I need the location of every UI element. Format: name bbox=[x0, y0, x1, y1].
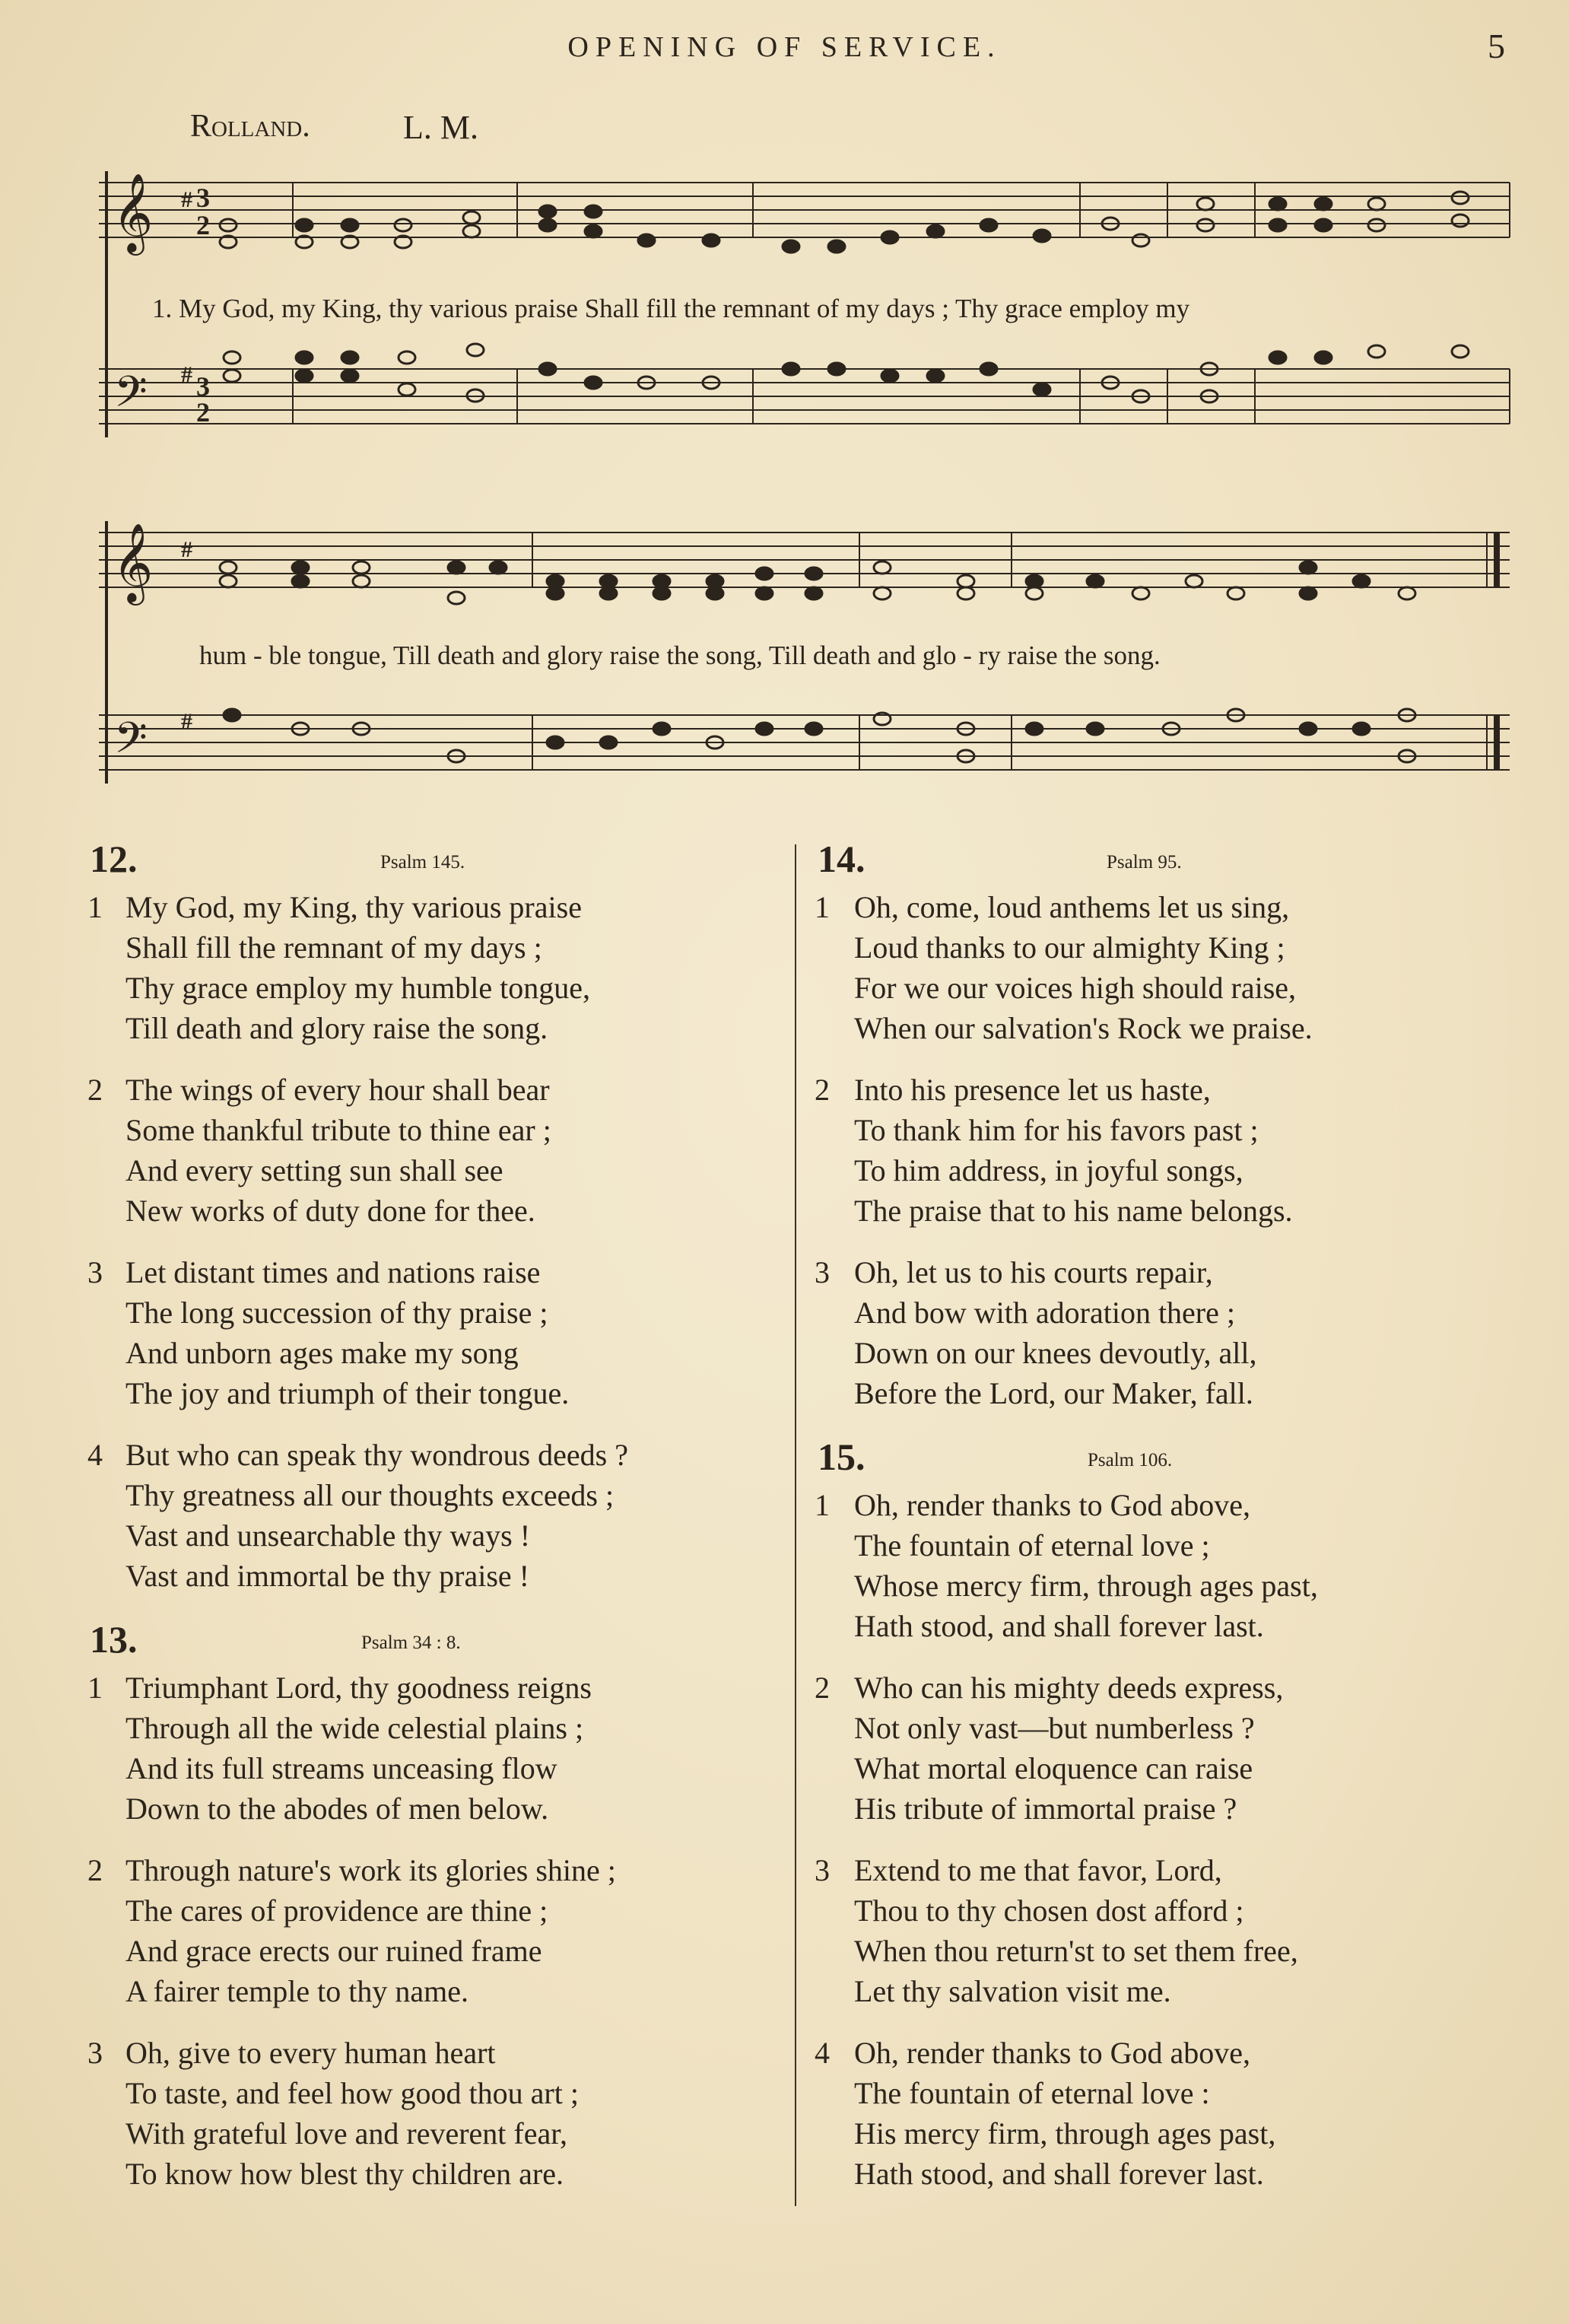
psalm-reference: Psalm 34 : 8. bbox=[361, 1633, 461, 1653]
stanza: 1 Oh, come, loud anthems let us sing, Loud thanks to our almighty King ; For we our voices high should raise, When our salvation's Rock we praise. bbox=[815, 890, 1313, 1045]
svg-text:3: 3 bbox=[196, 183, 210, 213]
bass-clef-icon: 𝄢 bbox=[114, 714, 148, 774]
psalm-reference: Psalm 95. bbox=[1107, 852, 1182, 873]
stanza: 4 But who can speak thy wondrous deeds ? Thy greatness all our thoughts exceeds ; Vast and unsearchable thy ways ! Vast and immortal be thy praise ! bbox=[87, 1438, 628, 1593]
stanza: 3 Extend to me that favor, Lord, Thou to thy chosen dost afford ; When thou return'st to set them free, Let thy salvation visit me. bbox=[815, 1853, 1298, 2008]
left-column bbox=[76, 837, 791, 2215]
stanza: 1 Oh, render thanks to God above, The fountain of eternal love ; Whose mercy firm, through ages past, Hath stood, and shall forever last. bbox=[815, 1488, 1318, 1643]
tune-meter: L. M. bbox=[403, 109, 478, 146]
svg-text:#: # bbox=[181, 537, 192, 562]
stanza: 1 My God, my King, thy various praise Shall fill the remnant of my days ; Thy grace employ my humble tongue, Till death and glory raise the song. bbox=[87, 890, 590, 1045]
treble-notes-1 bbox=[220, 192, 1469, 253]
stanza: 2 Into his presence let us haste, To thank him for his favors past ; To him address, in joyful songs, The praise that to his name belongs. bbox=[815, 1073, 1293, 1228]
bass-staff-2 bbox=[99, 715, 1510, 770]
bass-clef-icon: 𝄢 bbox=[114, 367, 148, 428]
running-head: OPENING OF SERVICE. bbox=[567, 31, 1002, 63]
hymn-number: 13. bbox=[90, 1618, 138, 1661]
right-column bbox=[810, 837, 1525, 2215]
treble-clef-icon: 𝄞 bbox=[113, 173, 154, 253]
svg-text:#: # bbox=[181, 187, 192, 212]
stanza: 3 Oh, give to every human heart To taste, and feel how good thou art ; With grateful love and reverent fear, To know how blest thy children are. bbox=[87, 2036, 579, 2191]
stanza: 3 Let distant times and nations raise The long succession of thy praise ; And unborn ages make my song The joy and triumph of their tongue. bbox=[87, 1255, 570, 1410]
page-number: 5 bbox=[1488, 27, 1505, 65]
stanza: 3 Oh, let us to his courts repair, And bow with adoration there ; Down on our knees devoutly, all, Before the Lord, our Maker, fall. bbox=[815, 1255, 1257, 1410]
bass-notes-1 bbox=[224, 344, 1469, 402]
psalm-reference: Psalm 106. bbox=[1088, 1450, 1173, 1470]
svg-text:#: # bbox=[181, 362, 192, 387]
hymn-number: 14. bbox=[818, 838, 865, 880]
final-barline-2 bbox=[1487, 533, 1497, 770]
treble-staff-2 bbox=[99, 533, 1510, 587]
svg-text:2: 2 bbox=[196, 397, 210, 428]
hymn-13 bbox=[76, 1617, 791, 2194]
bass-notes-2 bbox=[224, 709, 1415, 762]
hymn-12 bbox=[76, 837, 791, 1596]
hymn-number: 12. bbox=[90, 838, 138, 880]
column-divider bbox=[795, 844, 796, 2206]
stanza: 2 Who can his mighty deeds express, Not only vast—but numberless ? What mortal eloquence can raise His tribute of immortal praise ? bbox=[815, 1671, 1284, 1826]
music-lyrics-line-2: hum - ble tongue, Till death and glory raise the song, Till death and glo - ry raise the song. bbox=[199, 641, 1161, 670]
hymn-15 bbox=[810, 1435, 1525, 2194]
svg-text:2: 2 bbox=[196, 210, 210, 240]
stanza: 1 Triumphant Lord, thy goodness reigns Through all the wide celestial plains ; And its full streams unceasing flow Down to the abodes of men below. bbox=[87, 1671, 592, 1826]
hymn-14 bbox=[810, 837, 1525, 1413]
svg-text:#: # bbox=[181, 709, 192, 734]
stanza: 2 Through nature's work its glories shine ; The cares of providence are thine ; And grace erects our ruined frame A fairer temple to thy name. bbox=[87, 1853, 616, 2008]
tune-name: Rolland. bbox=[190, 109, 310, 144]
psalm-reference: Psalm 145. bbox=[380, 852, 465, 873]
stanza: 2 The wings of every hour shall bear Some thankful tribute to thine ear ; And every setting sun shall see New works of duty done for thee. bbox=[87, 1073, 551, 1228]
hymn-number: 15. bbox=[818, 1435, 865, 1478]
treble-notes-2 bbox=[220, 561, 1415, 604]
stanza: 4 Oh, render thanks to God above, The fountain of eternal love : His mercy firm, through ages past, Hath stood, and shall forever last. bbox=[815, 2036, 1276, 2191]
treble-clef-icon: 𝄞 bbox=[113, 523, 154, 602]
svg-text:3: 3 bbox=[196, 371, 210, 402]
music-lyrics-line-1: 1. My God, my King, thy various praise Shall fill the remnant of my days ; Thy grace employ my bbox=[152, 294, 1190, 323]
